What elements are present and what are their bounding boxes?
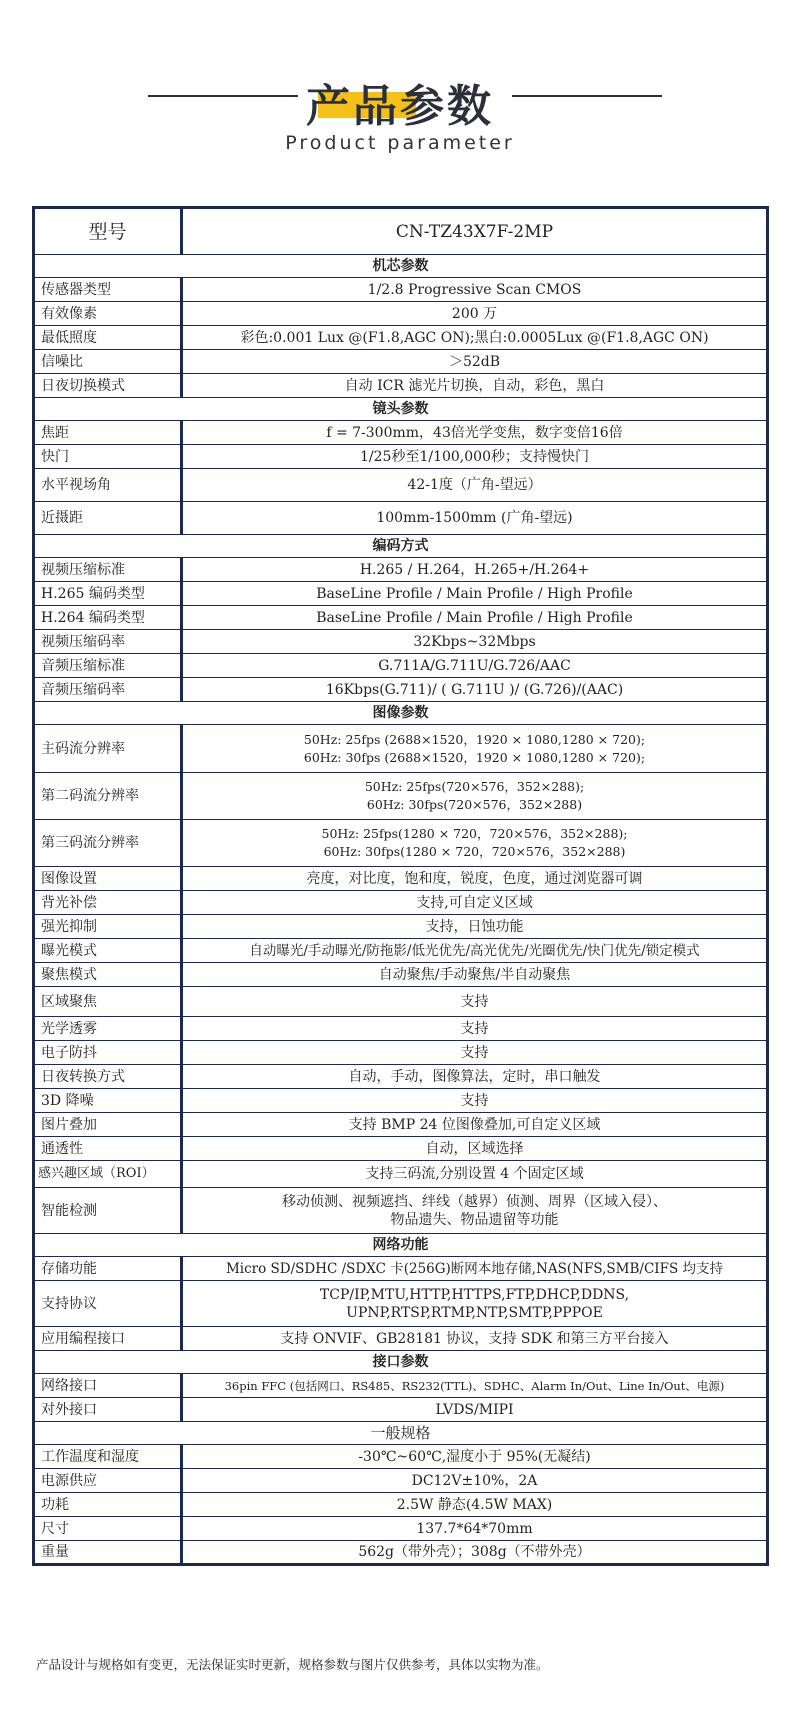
table-row: [34, 1137, 768, 1161]
table-row: [34, 820, 768, 867]
row-label: 强光抑制: [34, 915, 182, 939]
row-value-line: 60Hz: 30fps(720×576，352×288): [366, 797, 583, 812]
table-row: [34, 678, 768, 702]
table-row: [34, 987, 768, 1017]
row-value: [182, 1188, 768, 1234]
row-value: DC12V±10%，2A: [182, 1469, 768, 1493]
row-label: 快门: [34, 445, 182, 469]
row-value: 支持: [182, 1089, 768, 1113]
row-value: 支持: [182, 1041, 768, 1065]
table-row: [34, 1517, 768, 1541]
row-value: [182, 1281, 768, 1327]
row-label: 背光补偿: [34, 891, 182, 915]
section-core: 机芯参数: [34, 255, 768, 278]
row-value: 支持三码流,分别设置 4 个固定区域: [182, 1161, 768, 1188]
row-label: 工作温度和湿度: [34, 1445, 182, 1469]
table-row: [34, 278, 768, 302]
row-value: 200 万: [182, 302, 768, 326]
row-label: 应用编程接口: [34, 1327, 182, 1351]
row-value-line: 60Hz: 30fps (2688×1520，1920 × 1080,1280 × 720);: [303, 749, 646, 765]
table-row: [34, 939, 768, 963]
row-label: 3D 降噪: [34, 1089, 182, 1113]
row-label: 功耗: [34, 1493, 182, 1517]
row-label: 图像设置: [34, 867, 182, 891]
spec-table: [32, 206, 769, 1566]
row-value: 支持: [182, 1017, 768, 1041]
row-label: 有效像素: [34, 302, 182, 326]
row-value: 自动曝光/手动曝光/防拖影/低光优先/高光优先/光圈优先/快门优先/锁定模式: [182, 939, 768, 963]
row-value-line: TCP/IP,MTU,HTTP,HTTPS,FTP,DHCP,DDNS,: [319, 1286, 630, 1303]
table-row: [34, 469, 768, 502]
table-row: [34, 915, 768, 939]
row-value: 自动 ICR 滤光片切换，自动，彩色，黑白: [182, 374, 768, 398]
row-label: 视频压缩码率: [34, 630, 182, 654]
row-value: LVDS/MIPI: [182, 1398, 768, 1422]
row-label: 音频压缩标准: [34, 654, 182, 678]
table-row: [34, 1188, 768, 1234]
page-subtitle: Product parameter: [285, 132, 515, 154]
row-value: 42-1度（广角-望远）: [182, 469, 768, 502]
row-value: 36pin FFC (包括网口、RS485、RS232(TTL)、SDHC、Alarm In/Out、Line In/Out、电源): [182, 1374, 768, 1398]
row-label: 主码流分辨率: [34, 725, 182, 773]
table-row: [34, 1089, 768, 1113]
page-title: 产品参数: [306, 81, 494, 132]
row-value: f = 7-300mm，43倍光学变焦，数字变倍16倍: [182, 421, 768, 445]
row-label: 尺寸: [34, 1517, 182, 1541]
row-value: 自动聚焦/手动聚焦/半自动聚焦: [182, 963, 768, 987]
row-value: 2.5W 静态(4.5W MAX): [182, 1493, 768, 1517]
row-label: H.265 编码类型: [34, 582, 182, 606]
row-value: G.711A/G.711U/G.726/AAC: [182, 654, 768, 678]
row-value-line: 物品遗失、物品遗留等功能: [390, 1211, 559, 1228]
row-value: 32Kbps~32Mbps: [182, 630, 768, 654]
table-row: [34, 654, 768, 678]
row-value: [182, 820, 768, 867]
section-lens: 镜头参数: [34, 398, 768, 421]
table-row: [34, 867, 768, 891]
row-value: 支持，日蚀功能: [182, 915, 768, 939]
table-row: [34, 1017, 768, 1041]
row-label: 水平视场角: [34, 469, 182, 502]
table-row: [34, 374, 768, 398]
row-label: 焦距: [34, 421, 182, 445]
table-row: [34, 963, 768, 987]
row-value: [182, 773, 768, 820]
model-row: [34, 208, 768, 255]
row-label: 视频压缩标准: [34, 558, 182, 582]
table-row: [34, 582, 768, 606]
section-image: 图像参数: [34, 702, 768, 725]
table-row: [34, 1113, 768, 1137]
table-row: [34, 630, 768, 654]
table-row: [34, 891, 768, 915]
row-value: 亮度，对比度，饱和度，锐度，色度，通过浏览器可调: [182, 867, 768, 891]
row-value: 支持 ONVIF、GB28181 协议，支持 SDK 和第三方平台接入: [182, 1327, 768, 1351]
row-value: 1/2.8 Progressive Scan CMOS: [182, 278, 768, 302]
row-label: 最低照度: [34, 326, 182, 350]
table-row: [34, 445, 768, 469]
table-row: [34, 1065, 768, 1089]
table-row: [34, 1281, 768, 1327]
row-label: 重量: [34, 1541, 182, 1565]
row-label: 支持协议: [34, 1281, 182, 1327]
table-row: [34, 1374, 768, 1398]
table-row: [34, 1445, 768, 1469]
section-general: 一般规格: [34, 1422, 768, 1445]
row-value: 支持,可自定义区域: [182, 891, 768, 915]
table-row: [34, 1398, 768, 1422]
row-label: 第二码流分辨率: [34, 773, 182, 820]
row-label: 电子防抖: [34, 1041, 182, 1065]
row-value-line: 60Hz: 30fps(1280 × 720，720×576，352×288): [323, 844, 626, 859]
row-value: 彩色:0.001 Lux @(F1.8,AGC ON);黑白:0.0005Lux @(F1.8,AGC ON): [182, 326, 768, 350]
row-value: [182, 725, 768, 773]
row-value: -30℃~60℃,湿度小于 95%(无凝结): [182, 1445, 768, 1469]
row-value: BaseLine Profile / Main Profile / High Profile: [182, 582, 768, 606]
table-row: [34, 1327, 768, 1351]
table-row: [34, 1161, 768, 1188]
row-label: 对外接口: [34, 1398, 182, 1422]
row-label: H.264 编码类型: [34, 606, 182, 630]
table-row: [34, 1041, 768, 1065]
table-row: [34, 350, 768, 374]
row-value: 100mm-1500mm (广角-望远): [182, 502, 768, 535]
row-label: 传感器类型: [34, 278, 182, 302]
table-row: [34, 725, 768, 773]
row-value: ＞52dB: [182, 350, 768, 374]
row-label: 音频压缩码率: [34, 678, 182, 702]
row-value: 支持 BMP 24 位图像叠加,可自定义区域: [182, 1113, 768, 1137]
table-row: [34, 502, 768, 535]
row-label: 日夜切换模式: [34, 374, 182, 398]
row-value-line: 50Hz: 25fps(1280 × 720，720×576，352×288);: [321, 826, 628, 841]
table-row: [34, 326, 768, 350]
row-label: 感兴趣区域（ROI）: [34, 1161, 182, 1188]
row-label: 网络接口: [34, 1374, 182, 1398]
row-value: 支持: [182, 987, 768, 1017]
table-row: [34, 1469, 768, 1493]
row-label: 近摄距: [34, 502, 182, 535]
table-row: [34, 1541, 768, 1565]
row-value: H.265 / H.264，H.265+/H.264+: [182, 558, 768, 582]
row-value: Micro SD/SDHC /SDXC 卡(256G)断网本地存储,NAS(NFS,SMB/CIFS 均支持: [182, 1257, 768, 1281]
section-encoding: 编码方式: [34, 535, 768, 558]
row-label: 曝光模式: [34, 939, 182, 963]
row-value: BaseLine Profile / Main Profile / High Profile: [182, 606, 768, 630]
page-header: [0, 0, 800, 200]
table-row: [34, 558, 768, 582]
row-label: 区域聚焦: [34, 987, 182, 1017]
row-label: 聚焦模式: [34, 963, 182, 987]
row-value: 562g（带外壳）；308g（不带外壳）: [182, 1541, 768, 1565]
row-label: 光学透雾: [34, 1017, 182, 1041]
section-network: 网络功能: [34, 1234, 768, 1257]
table-row: [34, 1257, 768, 1281]
row-label: 智能检测: [34, 1188, 182, 1234]
row-value-line: 50Hz: 25fps(720×576，352×288);: [364, 779, 585, 794]
row-label: 图片叠加: [34, 1113, 182, 1137]
table-row: [34, 773, 768, 820]
row-label: 电源供应: [34, 1469, 182, 1493]
row-value: 137.7*64*70mm: [182, 1517, 768, 1541]
footer-note: 产品设计与规格如有变更，无法保证实时更新，规格参数与图片仅供参考，具体以实物为准。: [36, 1657, 549, 1672]
row-value: 1/25秒至1/100,000秒；支持慢快门: [182, 445, 768, 469]
row-label: 存储功能: [34, 1257, 182, 1281]
row-value: 16Kbps(G.711)/ ( G.711U )/ (G.726)/(AAC): [182, 678, 768, 702]
table-row: [34, 606, 768, 630]
table-row: [34, 421, 768, 445]
section-interface: 接口参数: [34, 1351, 768, 1374]
row-value-line: 50Hz: 25fps (2688×1520，1920 × 1080,1280 × 720);: [303, 731, 646, 747]
row-value-line: UPNP,RTSP,RTMP,NTP,SMTP,PPPOE: [346, 1304, 603, 1321]
row-label: 第三码流分辨率: [34, 820, 182, 867]
row-value: 自动，手动，图像算法，定时，串口触发: [182, 1065, 768, 1089]
row-value: 自动，区域选择: [182, 1137, 768, 1161]
table-row: [34, 1493, 768, 1517]
row-label: 信噪比: [34, 350, 182, 374]
table-row: [34, 302, 768, 326]
row-value-line: 移动侦测、视频遮挡、绊线（越界）侦测、周界（区域入侵）、: [282, 1193, 667, 1210]
row-label: 通透性: [34, 1137, 182, 1161]
model-label: 型号: [34, 208, 182, 255]
model-value: CN-TZ43X7F-2MP: [182, 208, 768, 255]
row-label: 日夜转换方式: [34, 1065, 182, 1089]
